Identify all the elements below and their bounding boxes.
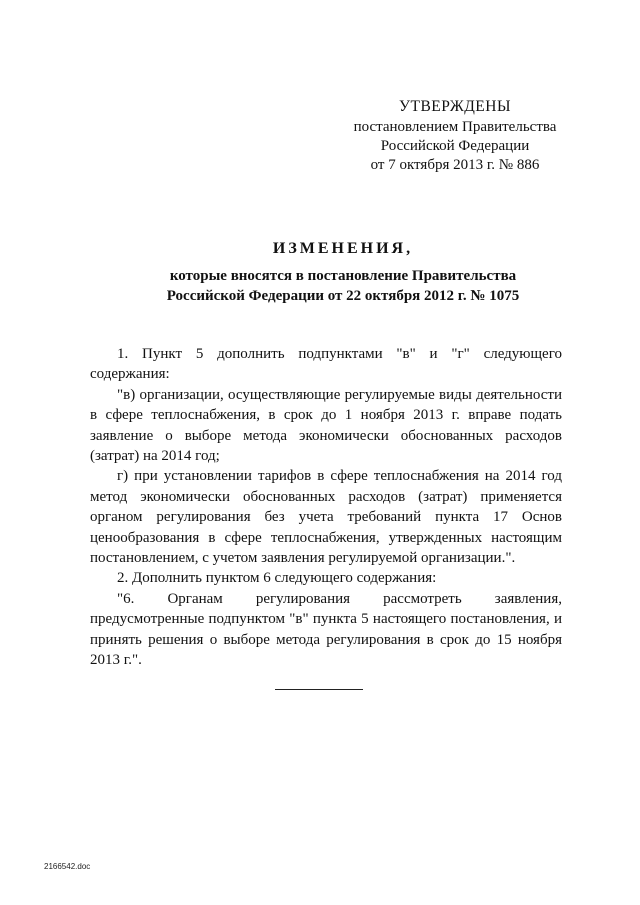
separator-line [275, 689, 363, 690]
document-title: ИЗМЕНЕНИЯ, [272, 240, 414, 257]
document-subtitle-line-1: которые вносятся в постановление Правительства [169, 268, 517, 284]
paragraph-2: "в) организации, осуществляющие регулируемые виды деятельности в сфере теплоснабжения, в срок до 1 ноября 2013 г. вправе подать заявление о выборе метода экономически обоснованных расходов (затрат) на 2014 год; [90, 386, 562, 465]
paragraph-4: 2. Дополнить пунктом 6 следующего содержания: [117, 570, 437, 587]
approval-line-3: от 7 октября 2013 г. № 886 [370, 157, 540, 173]
document-heading [60, 240, 626, 306]
document-body [90, 344, 562, 671]
approval-line-1: постановлением Правительства [353, 119, 557, 135]
file-name-footer: 2166542.doc [44, 862, 91, 871]
approval-block [340, 97, 570, 175]
paragraph-5: "6. Органам регулирования рассмотреть заявления, предусмотренные подпунктом "в" пункта 5 настоящего постановления, и принять решения о выборе метода регулирования в срок до 15 ноября 2013 г.". [90, 590, 562, 669]
document-subtitle-line-2: Российской Федерации от 22 октября 2012 г. № 1075 [166, 288, 520, 304]
paragraph-1: 1. Пункт 5 дополнить подпунктами "в" и "г" следующего содержания: [90, 346, 562, 383]
approval-line-2: Российской Федерации [380, 138, 530, 154]
approval-title: УТВЕРЖДЕНЫ [399, 98, 511, 115]
paragraph-3: г) при установлении тарифов в сфере теплоснабжения на 2014 год метод экономически обоснованных расходов (затрат) применяется органом регулирования без учета требований пункта 17 Основ ценообразования в сфере теплоснабжения, утвержденных настоящим постановлением, с учетом заявления регулируемой организации.". [90, 468, 562, 567]
